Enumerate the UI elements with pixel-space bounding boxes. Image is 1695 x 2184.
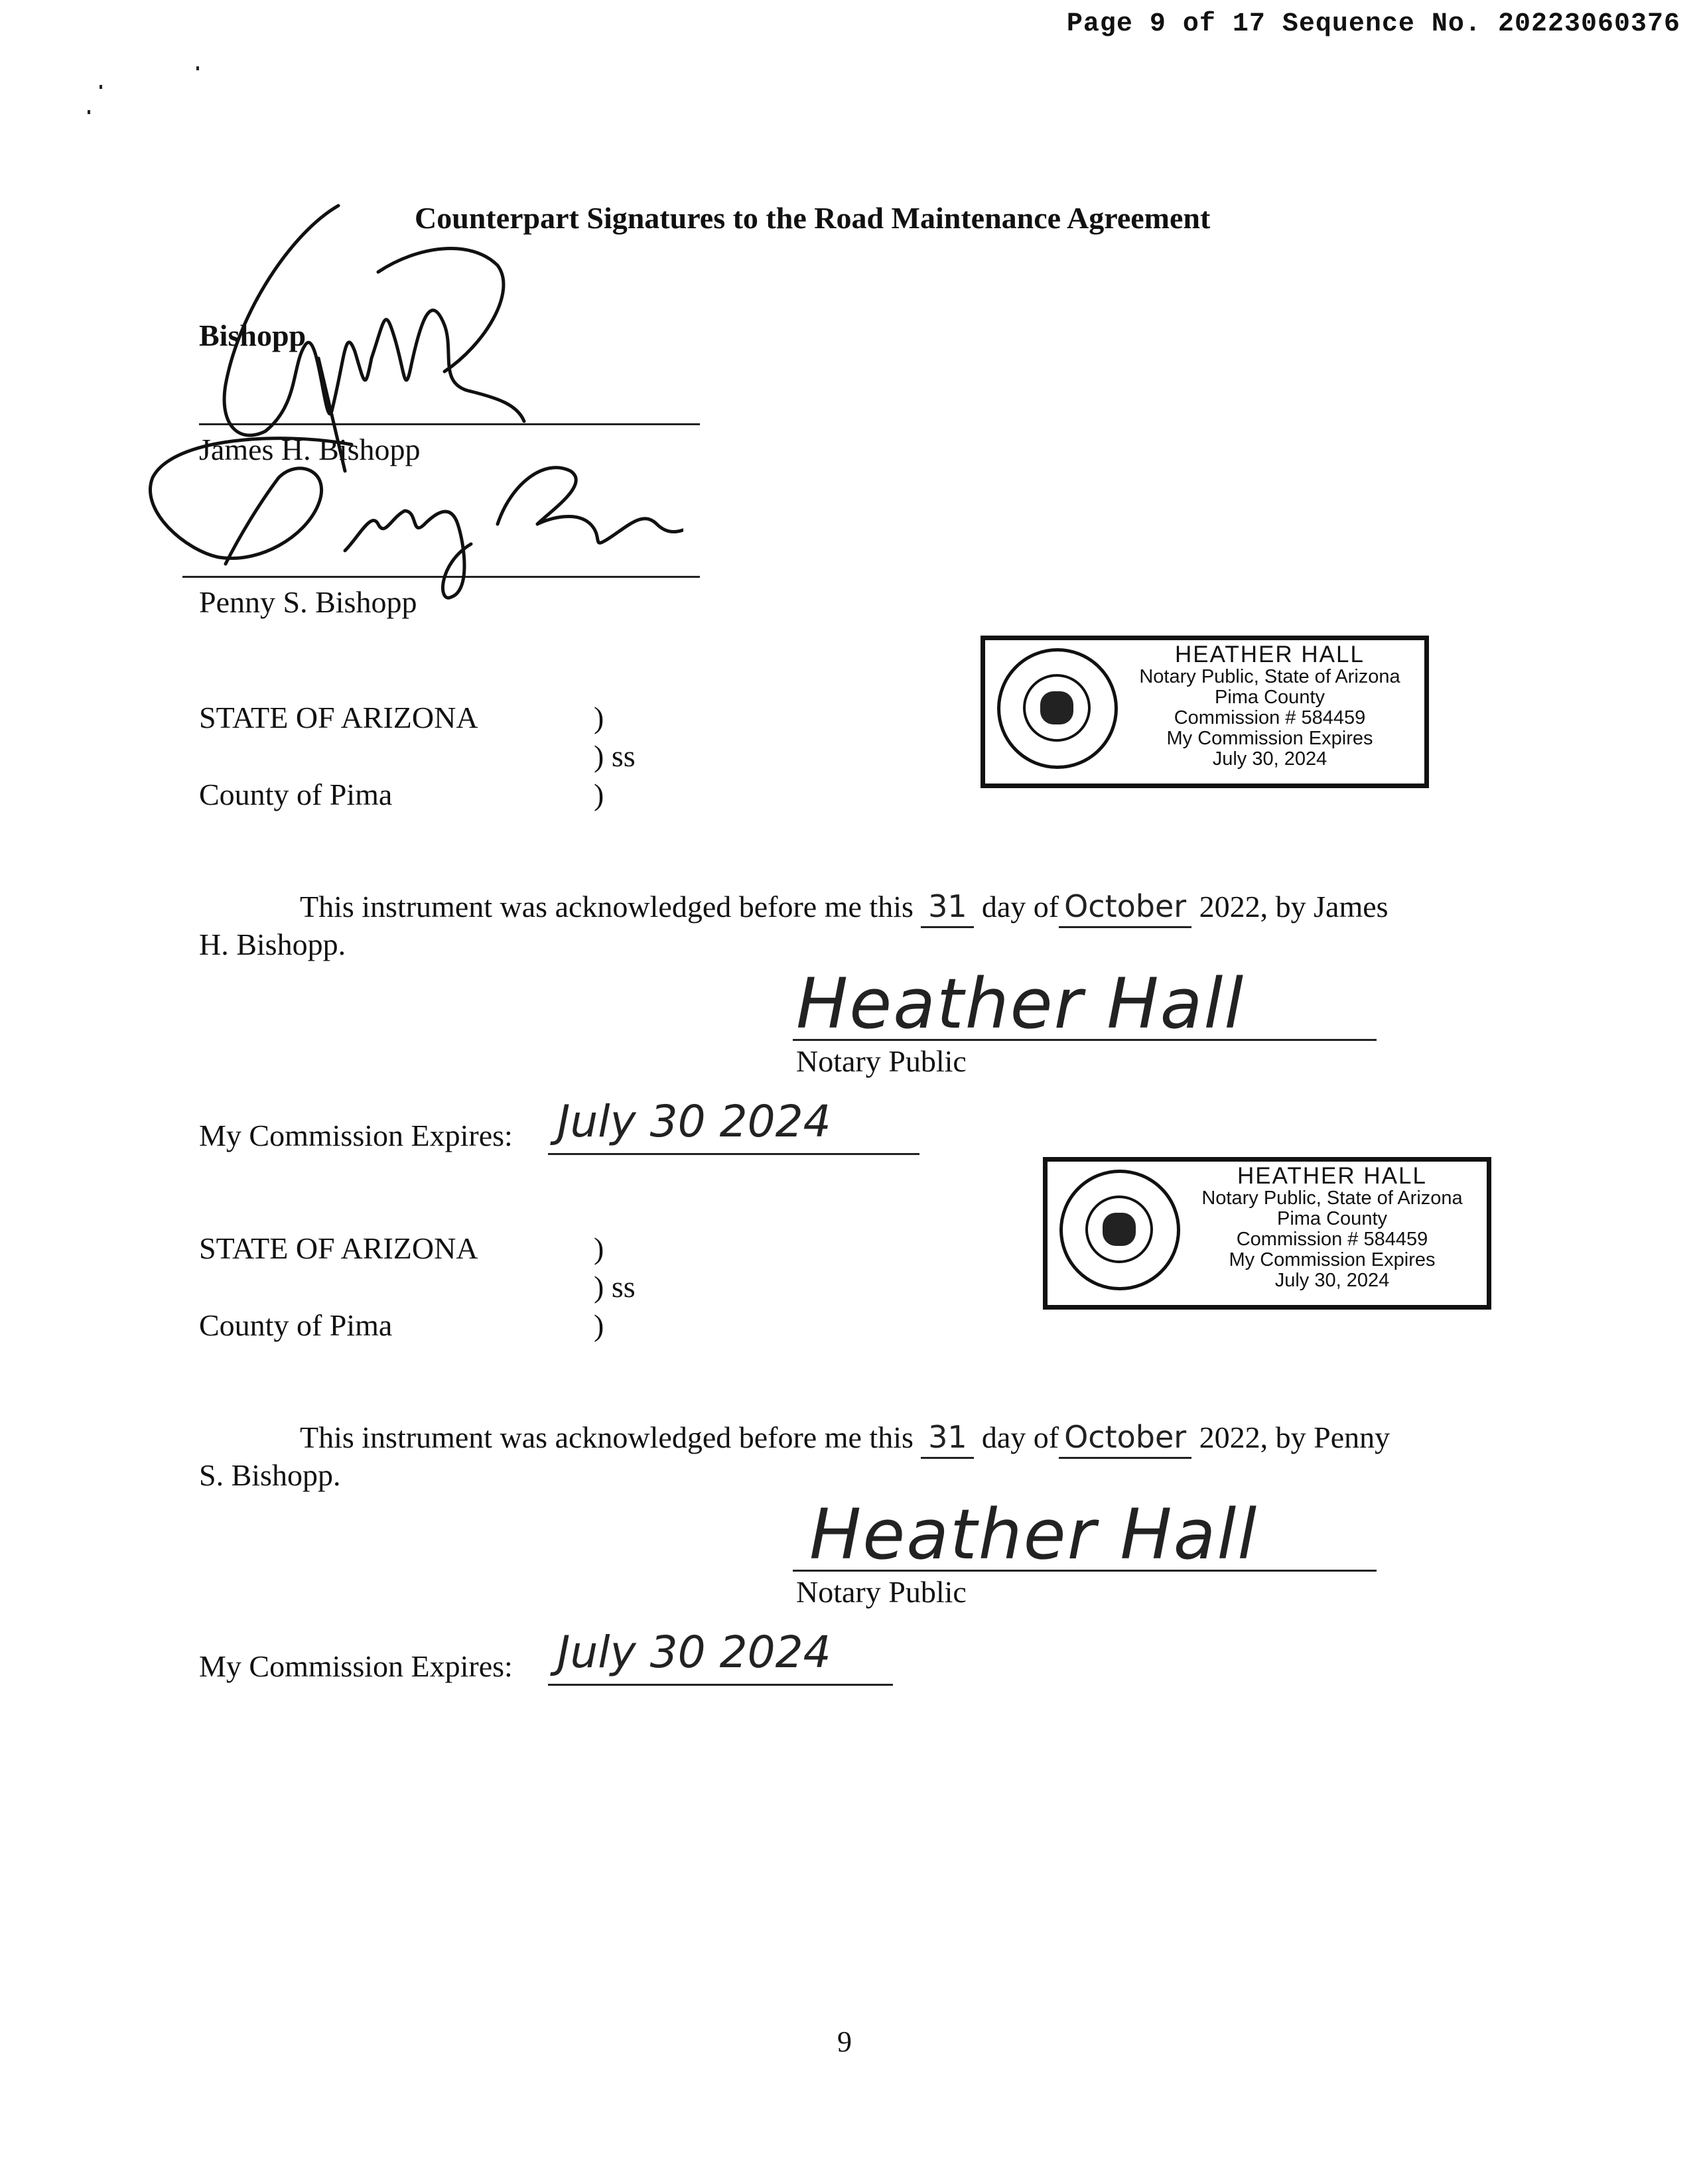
stamp-line: Notary Public, State of Arizona — [1201, 1188, 1463, 1209]
notary-signature-line — [793, 1039, 1377, 1041]
stamp-name: HEATHER HALL — [1175, 642, 1365, 667]
ss-marker: ) ss — [594, 1270, 636, 1304]
notary-label: Notary Public — [796, 1044, 967, 1078]
commission-expires-line — [548, 1153, 919, 1155]
scan-speck — [196, 66, 199, 70]
paren-open: ) — [594, 1231, 604, 1265]
page-number: 9 — [837, 2025, 852, 2058]
penny-signature-stroke — [150, 439, 683, 598]
state-seal-icon — [1059, 1170, 1180, 1290]
state-seal-icon — [997, 648, 1118, 769]
county-label: County of Pima — [199, 778, 393, 811]
stamp-line: July 30, 2024 — [1274, 1270, 1390, 1291]
acknowledgement-text-1: This instrument was acknowledged before me this 31 day of October 2022, by James — [300, 886, 1389, 928]
stamp-line: Notary Public, State of Arizona — [1139, 666, 1400, 687]
stamp-line: My Commission Expires — [1229, 1249, 1436, 1270]
stamp-line: My Commission Expires — [1166, 728, 1373, 749]
signer-name-2: Penny S. Bishopp — [199, 585, 417, 619]
notary-signature: Heather Hall — [809, 1494, 1258, 1575]
signer-name-1: James H. Bishopp — [199, 433, 421, 466]
stamp-line: Pima County — [1214, 687, 1325, 708]
acknowledgement-line-2: S. Bishopp. — [199, 1458, 341, 1492]
acknowledgement-line-2: H. Bishopp. — [199, 927, 346, 961]
ack-day: 31 — [921, 886, 974, 928]
state-label: STATE OF ARIZONA — [199, 1231, 478, 1265]
stamp-line: Commission # 584459 — [1236, 1229, 1428, 1250]
james-signature-stroke — [224, 206, 524, 471]
commission-expires-line — [548, 1684, 893, 1686]
commission-expires-label: My Commission Expires: — [199, 1649, 513, 1683]
stamp-line: July 30, 2024 — [1212, 748, 1327, 770]
group-label: Bishopp — [199, 318, 306, 352]
commission-expires-value: July 30 2024 — [557, 1627, 831, 1678]
paren-close: ) — [594, 1308, 604, 1342]
state-label: STATE OF ARIZONA — [199, 701, 478, 734]
page-sequence-header: Page 9 of 17 Sequence No. 20223060376 — [1066, 9, 1680, 39]
stamp-name: HEATHER HALL — [1237, 1163, 1427, 1189]
notary-signature: Heather Hall — [796, 963, 1245, 1044]
ss-marker: ) ss — [594, 739, 636, 773]
scan-speck — [100, 85, 102, 89]
notary-signature-line — [793, 1570, 1377, 1572]
notary-stamp-2 — [1043, 1157, 1491, 1310]
stamp-line: Pima County — [1276, 1208, 1387, 1229]
commission-expires-label: My Commission Expires: — [199, 1119, 513, 1152]
notary-label: Notary Public — [796, 1575, 967, 1609]
ack-day: 31 — [921, 1417, 974, 1459]
ack-month: October — [1059, 1417, 1191, 1459]
paren-open: ) — [594, 701, 604, 734]
ack-month: October — [1059, 886, 1191, 928]
stamp-line: Commission # 584459 — [1174, 707, 1366, 728]
document-title: Counterpart Signatures to the Road Maintenance Agreement — [415, 201, 1211, 235]
notary-stamp-1 — [981, 636, 1429, 788]
acknowledgement-text-2: This instrument was acknowledged before me this 31 day of October 2022, by Penny — [300, 1417, 1390, 1459]
paren-close: ) — [594, 778, 604, 811]
county-label: County of Pima — [199, 1308, 393, 1342]
scan-speck — [88, 110, 90, 114]
commission-expires-value: July 30 2024 — [557, 1096, 831, 1147]
signatures-scribble — [126, 192, 683, 617]
